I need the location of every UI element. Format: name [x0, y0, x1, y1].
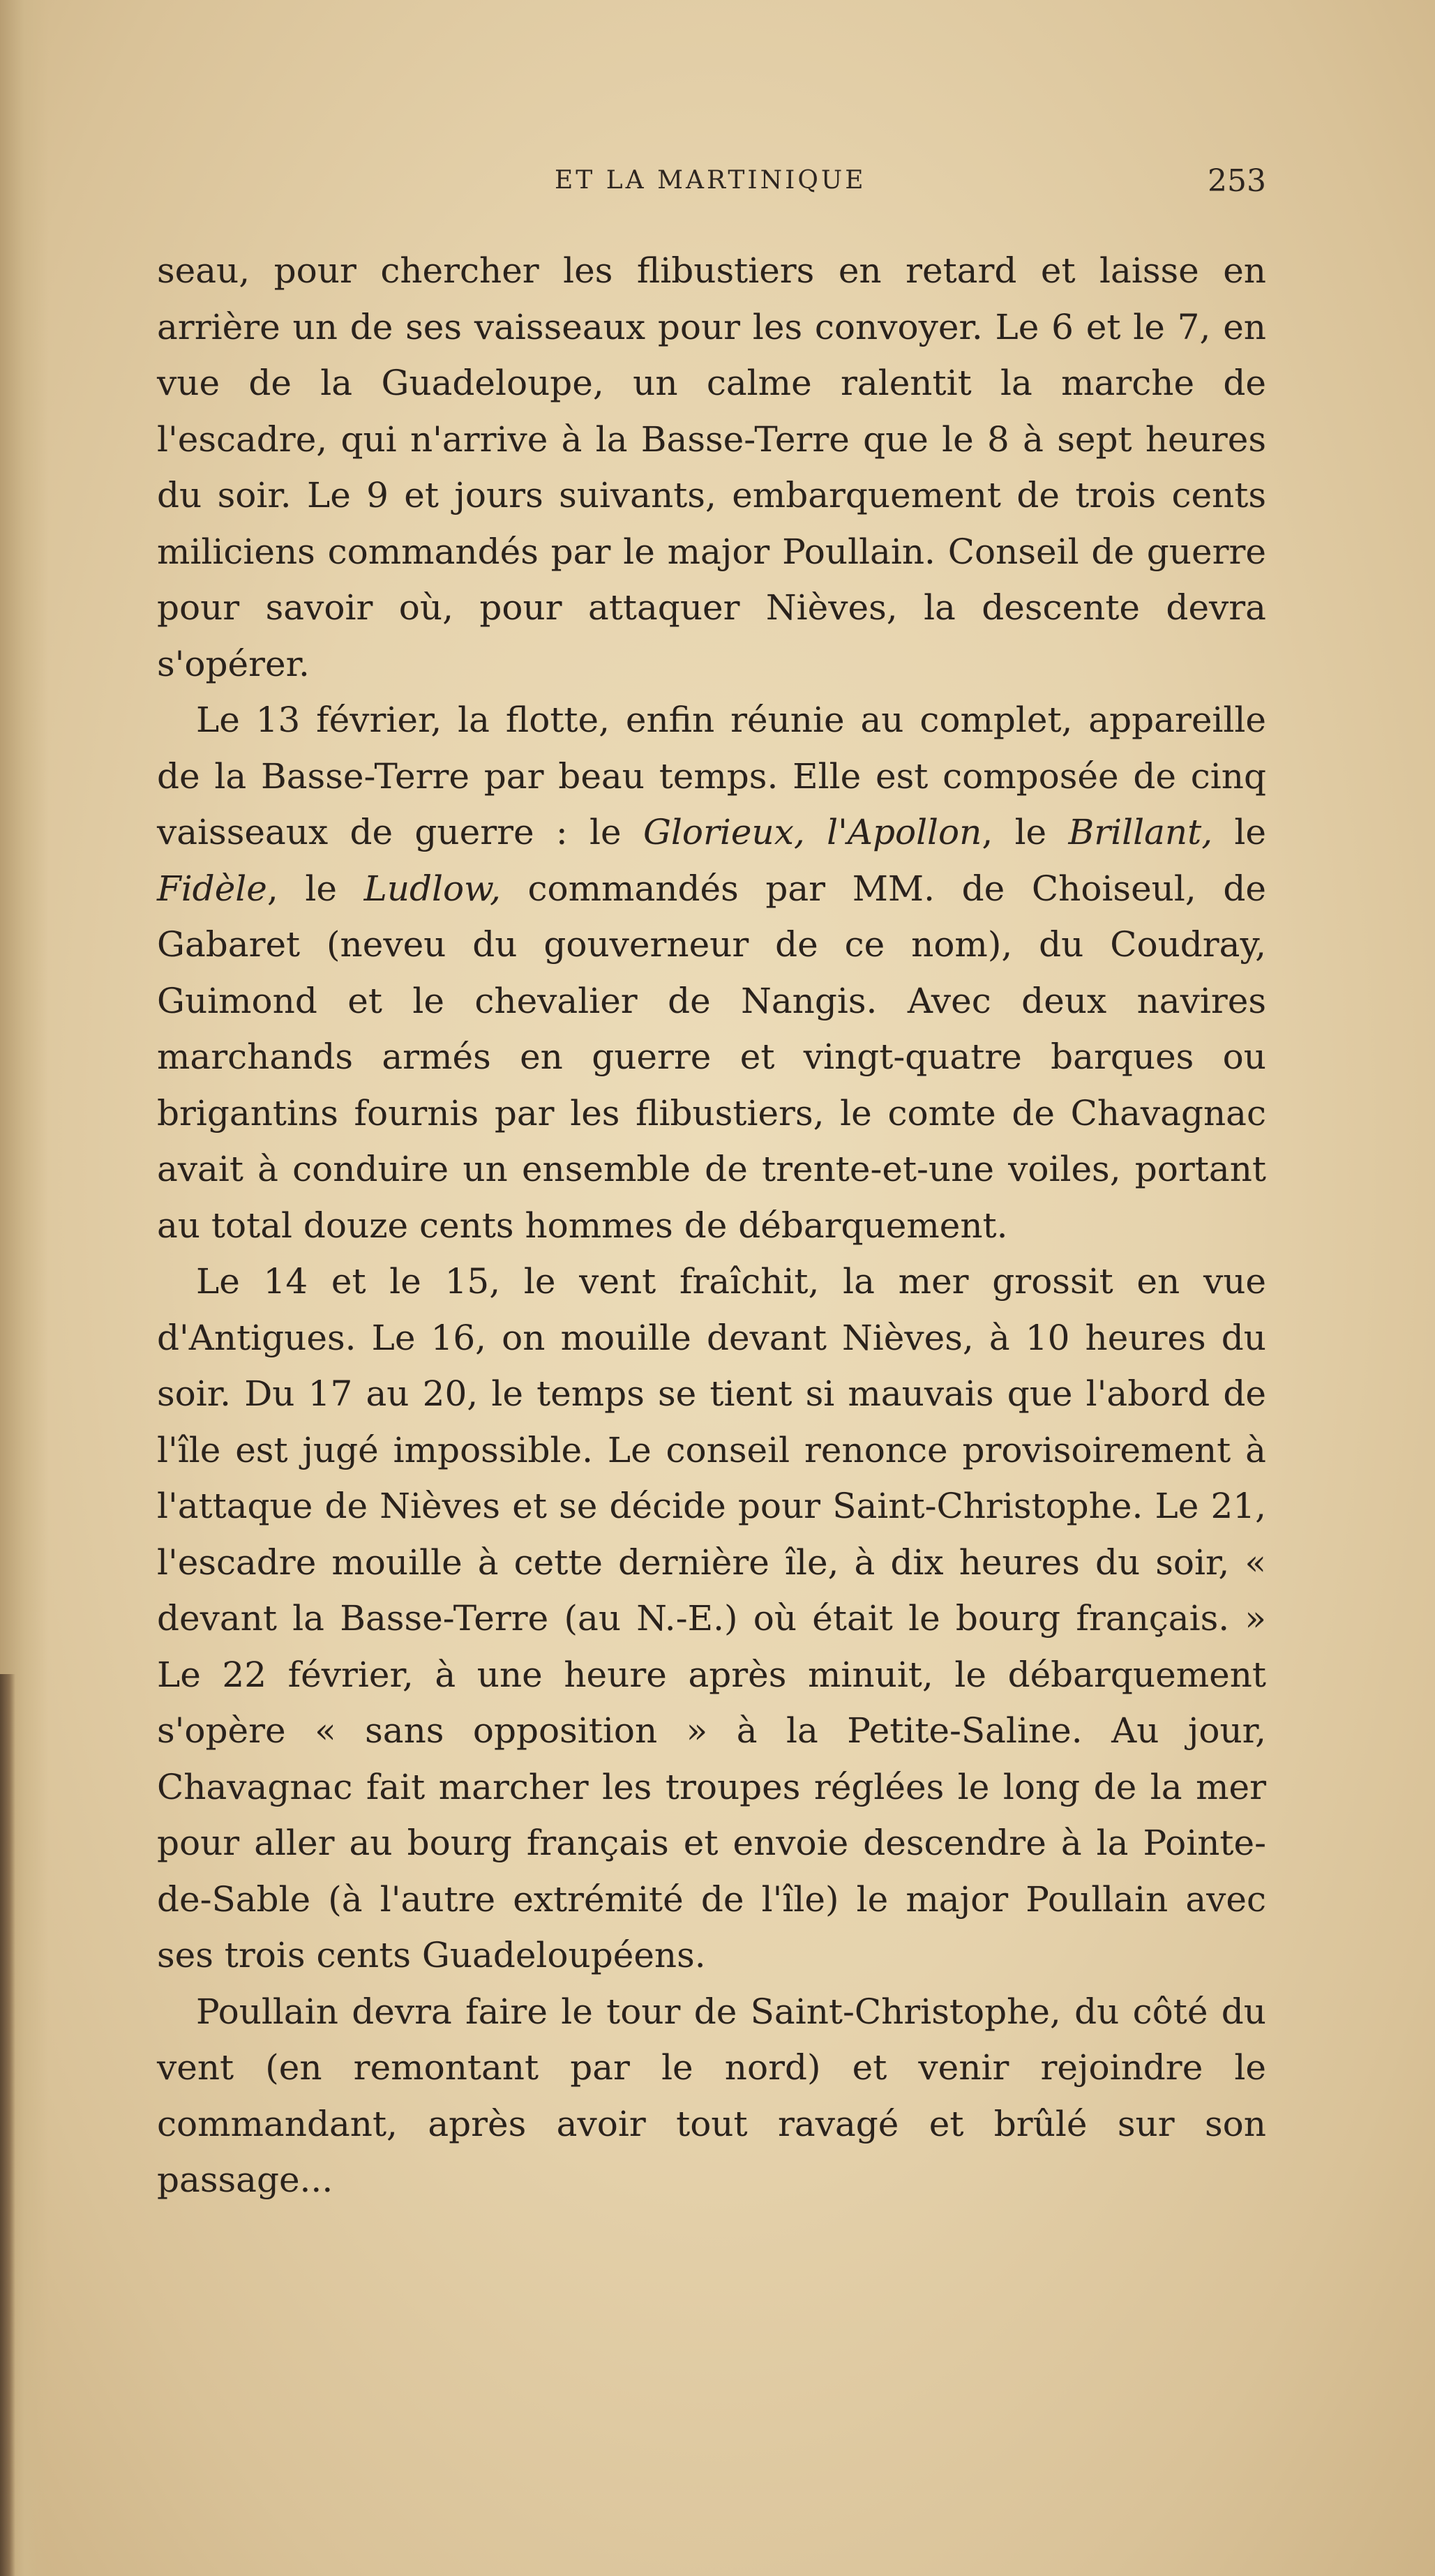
paragraph-3: Le 14 et le 15, le vent fraîchit, la mer grossit en vue d'Antigues. Le 16, on mouille devant Nièves, à 10 heures du soir. Du 17 au 20, le temps se tient si mauvais que l'abord de l'île est jugé impossible. Le conseil renonce provisoirement à l'attaque de Nièves et se décide pour Saint-Christophe. Le 21, l'escadre mouille à cette dernière île, à dix heures du soir, « devant la Basse-Terre (au N.-E.) où était le bourg français. » Le 22 février, à une heure après minuit, le débarquement s'opère « sans opposition » à la Petite-Saline. Au jour, Chavagnac fait marcher les troupes réglées le long de la mer pour aller au bourg français et envoie descendre à la Pointe-de-Sable (à l'autre extrémité de l'île) le major Poullain avec ses trois cents Guadeloupéens. — [157, 1261, 1266, 1975]
paragraph-2-part3: , le — [982, 812, 1069, 852]
ship-name-ludlow: Ludlow, — [363, 868, 501, 909]
paragraph-2-part6: commandés par MM. de Choiseul, de Gabaret (neveu du gouverneur de ce nom), du Coudray, Guimond et le chevalier de Nangis. Avec deux navires marchands armés en guerre et vingt-quatre barques ou brigantins fournis par les flibustiers, le comte de Chavagnac avait à conduire un ensemble de trente-et-une voiles, portant au total douze cents hommes de débarquement. — [157, 868, 1266, 1246]
body-text — [157, 243, 1266, 2208]
paragraph-2 — [157, 692, 1266, 1253]
paragraph-2-part5: , le — [266, 868, 364, 909]
paragraph-1: seau, pour chercher les flibustiers en retard et laisse en arrière un de ses vaisseaux pour les convoyer. Le 6 et le 7, en vue de la Guadeloupe, un calme ralentit la marche de l'escadre, qui n'arrive à la Basse-Terre que le 8 à sept heures du soir. Le 9 et jours suivants, embarquement de trois cents miliciens commandés par le major Poullain. Conseil de guerre pour savoir où, pour attaquer Nièves, la descente devra s'opérer. — [157, 250, 1266, 684]
ship-name-glorieux: Glorieux, — [643, 812, 805, 852]
paragraph-2-part1: Le 13 février, la flotte, enfin réunie au complet, appareille de la Basse-Terre par beau temps. Elle est composée de cinq vaisseaux de guerre : le — [157, 700, 1266, 852]
ship-name-brillant: Brillant, — [1068, 812, 1213, 852]
ship-name-fidele: Fidèle — [157, 868, 267, 909]
page-header — [164, 163, 1266, 208]
paragraph-4: Poullain devra faire le tour de Saint-Christophe, du côté du vent (en remontant par le nord) et venir rejoindre le commandant, après avoir tout ravagé et brûlé sur son passage... — [157, 1991, 1266, 2200]
running-title: ET LA MARTINIQUE — [555, 166, 866, 195]
paragraph-2-part2 — [805, 812, 827, 852]
page-number: 253 — [1208, 163, 1266, 199]
paragraph-2-part4: le — [1212, 812, 1266, 852]
page-edge-dark — [0, 1674, 15, 2576]
ship-name-apollon: l'Apollon — [827, 812, 982, 852]
